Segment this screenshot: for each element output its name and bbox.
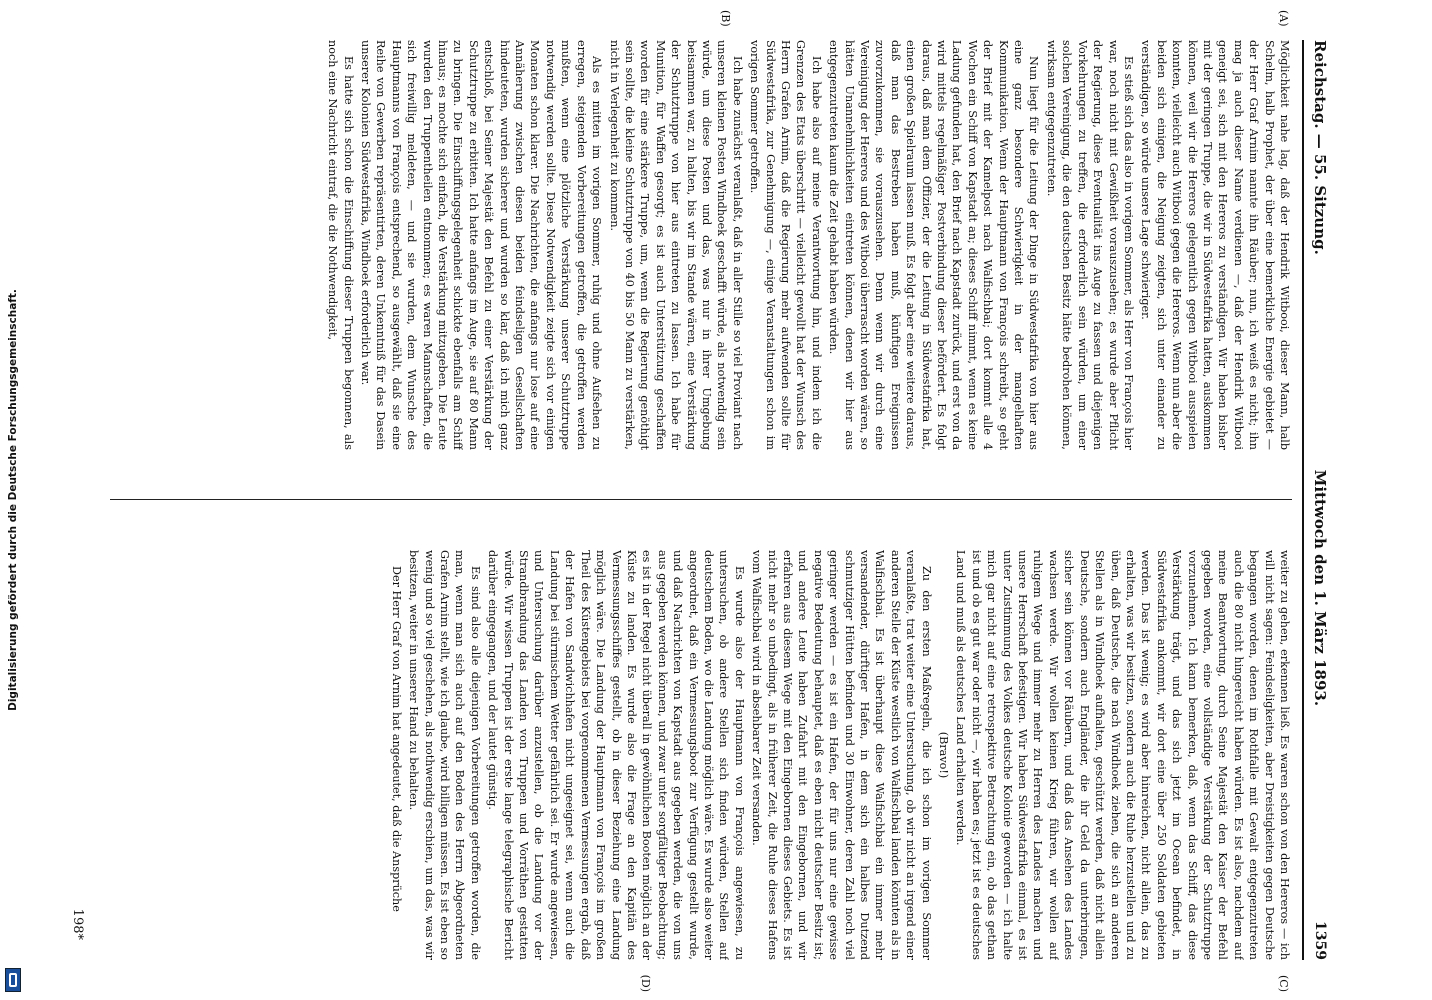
paragraph: Es sind also alle diejenigen Vorbereitungen getroffen worden, die man, wenn man sich auch auf den Boden des Herrn Abgeordneten Grafen Arnim stellt, wie ich glaube, wird billigen müssen. Es ist eben so wenig und so viel geschehen, als nothwendig erschien, um das, was wir besitzen, weiter in unserer Hand zu behalten.: [407, 550, 482, 960]
paragraph: Ich habe also auf meine Verantwortung hin, und indem ich die Grenzen des Etats überschritt — vielleicht gewollt hat der Wunsch des Herrn Grafen Arnim, daß die Regierung mehr aufwenden sollte für Südwestafrika, zur Genehmigung —, einige Veranstaltungen schon im vorigen Sommer getroffen.: [748, 40, 823, 450]
paragraph: Der Herr Graf von Arnim hat angedeutet, daß die Ansprüche: [389, 566, 403, 912]
applause-note: (Bravo!): [937, 731, 951, 779]
page-header: [1302, 40, 1336, 960]
paragraph: Zu den ersten Maßregeln, die ich schon im vorigen Sommer veranlaßte, trat weiter eine Untersuchung, ob wir nicht an irgend einer anderen Stelle der Küste westlich von Walfischbai landen könnten als in Walfischbai. Es ist überhaupt diese Walfischbai ein immer mehr versandender, dürftiger Hafen, in dem sich ein halbes Dutzend schmutziger Hütten befinden und 30 Einwohner, deren Zahl noch viel geringer werden — es ist ein Hafen, der für uns nur eine gewisse negative Bedeutung behauptet, daß es eben nicht deutscher Besitz ist; und andere Leute haben Zufahrt mit den Eingebornen, und wir erfahren aus diesem Wege mit den Eingebornen dieses Gebiets. Es ist nicht mehr so unbedingt, als in früherer Zeit, die Ruhe dieses Hafens vom Walfischbai wird in absehbarer Zeit versanden.: [750, 550, 933, 960]
paragraph: Ich habe zunächst veranlaßt, daß in aller Stille so viel Proviant nach unseren kleinen Posten Windhoek geschafft würde, als notwendig sein würde, um diese Posten und das, was nur in ihrer Umgebung beisammen war, zu halten, bis wir im Stande wären, eine Verstärkung der Schutztruppe von hier aus eintreten zu lassen. Ich habe für Munition, für Waffen gesorgt; es ist auch Unterstützung geschaffen worden für eine stärkere Truppe, um, wenn die Regierung genöthigt sein sollte, die kleine Schutztruppe von 40 bis 50 Mann zu verstärken, nicht in Verlegenheit zu kommen.: [607, 40, 744, 450]
margin-marker-d: (D): [639, 974, 652, 992]
digitization-footer: [0, 0, 26, 1000]
page-number: 1359: [1312, 921, 1328, 960]
right-text-column: [110, 550, 1292, 960]
margin-marker-c: (C): [1277, 975, 1290, 992]
column-divider: [110, 499, 1292, 500]
dfg-logo-icon: [5, 968, 21, 992]
paragraph: Nun liegt für die Leitung der Dinge in Südwestafrika von hier aus eine ganz besondere Schwierigkeit in der mangelhaften Kommunikation. Wenn der Hauptmann von François schreibt, so geht der Brief mit der Kamelpost nach Walfischbai; dort kommt alle 4 Wochen ein Schiff von Kapstadt an; dieses Schiff nimmt, wenn es keine Ladung gefunden hat, den Brief nach Kapstadt zurück, und erst von da wird mittels regelmäßiger Postverbindung dieser befördert. Es folgt daraus, daß man dem Offizier, der die Leitung in Südwestafrika hat, einen großen Spielraum lassen muß. Es folgt aber eine weitere daraus, daß man das Bestreben haben muß, künftigen Ereignissen zuvorzukommen, sie vorauszusehen. Denn wenn wir durch eine Vereinigung der Hereros und des Witbooi überrascht worden wären, so hätten Unannehmlichkeiten eintreten können, denen wir hier aus entgegenzutreten kaum die Zeit gehabt haben würden.: [827, 40, 1041, 450]
paragraph: Es hatte sich schon die Einschiffung dieser Truppen begonnen, als noch eine Nachricht eintraf, die die Nothwendigkeit,: [326, 40, 355, 450]
sheet-signature: 198*: [70, 908, 85, 940]
digitization-credit: Digitalisierung gefördert durch die Deutsche Forschungsgemeinschaft.: [7, 289, 19, 711]
paragraph: Als es mitten im vorigen Sommer, ruhig und ohne Aufsehen zu erregen, steigenden Vorbereitungen getroffen, die getroffen werden mußten, wenn eine plötzliche Verstärkung unserer Schutztruppe notwendig werden sollte. Diese Notwendigkeit zeigte sich vor einigen Monaten schon klarer. Die Nachrichten, die anfangs nur lose auf eine Annäherung zwischen diesen beiden feindseligen Gesellschaften hindeuteten, wurden sicherer und wurden so klar, daß ich mich ganz entschloß, bei Seiner Majestät den Befehl zu einer Verstärkung der Schutztruppe zu erbitten. Ich hatte anfangs im Auge, sie auf 80 Mann zu bringen. Die Einschiffungsgelegenheit schickte ebenfalls am Schiff hinaus; es mochte sich einfach, die Verstärkung mitzugeben. Die Leute wurden den Truppentheilen entnommen; es waren Mannschaften, die sich freiwillig meldeten, — und sie wurden, dem Wunsche des Hauptmanns von François entsprechend, so ausgewählt, daß sie eine Reihe von Gewerben repräsentirten, deren Unkenntniß für das Dasein unserer Kolonien Südwestafrika, Windhoek erforderlich war.: [359, 40, 604, 450]
paragraph: weiter zu gehen, erkennen ließ. Es waren schon von den Hereros — ich will nicht sagen: Feindseligkeiten, aber Dreistigkeiten gegen Deutsche begangen worden, denen im Rothfalle mit Gewalt entgegenzutreten auch die 80 nicht hingereicht haben würden. Es ist also, nachdem auf meine Beantwortung, durch Seine Majestät den Kaiser der Befehl gegeben worden, eine vollständige Verstärkung der Schutztruppe vorzunehmen. Ich kann bemerken, daß, wenn das Schiff, das diese Verstärkung trägt, und das sich jetzt im Ocean befindet, in Südwestafrika ankommt, wir dort eine über 250 Soldaten gebieten werden. Das ist wenig; es wird aber hinreichen, nicht allein, das zu erhalten, was wir besitzen, sondern auch die Ruhe herzustellen und zu üben, daß Deutsche, die nach Windhoek ziehen, die sich an anderen Stellen als in Windhoek aufhalten, geschützt werden, daß nicht allein Deutsche, sondern auch Engländer, die ihr Geld da unterbringen, sicher sein können vor Räubern, und daß das Ansehen des Landes wachsen werde. Wir wollen keinen Krieg führen, wir wollen auf ruhigem Wege und immer mehr zu Herren des Landes machen und unsere Herrschaft befestigen. Wir haben Südwestafrika einmal, es ist unter Zustimmung des Volkes deutsche Kolonie geworden — ich halte mich gar nicht auf eine retrospektive Betrachtung ein, ob das gethan ist und ob es gut war oder nicht —, wir haben es; jetzt ist es deutsches Land und muß als deutsches Land erhalten werden.: [954, 550, 1291, 960]
header-left-title: Reichstag. — 55. Sitzung.: [1311, 40, 1329, 255]
header-right-title: Mittwoch den 1. März 1893.: [1311, 469, 1329, 707]
paragraph: Möglichkeit nahe lag, daß der Hendrik Witbooi, dieser Mann, halb Schelm, halb Prophet, der über eine bemerkliche Energie gebietet — der Herr Graf Arnim nannte ihn Räuber; nun, ich weiß es nicht; ihn mag ja auch dieser Name verdienen —, daß der Hendrik Witbooi geneigt sei, sich mit den Hereros zu verständigen. Wir haben bisher mit der geringen Truppe, die wir in Südwestafrika hatten, auskommen können, weil wir die Hereros gelegentlich gegen Witbooi ausspielen konnten, vielleicht auch Witbooi gegen die Hereros. Wenn nun aber die beiden sich einigen, die Neigung zeigten, sich unter einander zu verständigen, so würde unsere Lage schwieriger.: [1139, 40, 1291, 450]
margin-marker-b: (B): [719, 10, 732, 27]
left-text-column: [110, 40, 1292, 450]
paragraph: Es stieß sich das also in vorigem Sommer, als Herr von François hier war, noch nicht mit Gewißheit vorauszusehen; es wurde aber Pflicht der Regierung, diese Eventualität ins Auge zu fassen und diejenigen Vorkehrungen zu treffen, die erforderlich sein würden, um einer solchen Vereinigung, die den deutschen Besitz hätte bedrohen können, wirksam entgegenzutreten.: [1044, 40, 1135, 450]
paragraph: Es wurde also der Hauptmann von François angewiesen, zu untersuchen, ob andere Stellen sich finden würden, Stellen auf deutschem Boden, wo die Landung möglich wäre. Es wurde also weiter angeordnet, daß ein Vermessungsboot zur Verfügung gestellt wurde, und daß Nachrichten von Kapstadt aus gegeben werden, die von uns aus gegeben werden können, und zwar unter sorgfältiger Beobachtung; es ist in der Regel nicht überall in gewöhnlichen Booten möglich an der Küste zu landen. Es wurde also die Frage an den Kapitän des Vermessungsschiffes gestellt, ob in dieser Beziehung eine Landung möglich wäre. Die Landung der Hauptmann von François im großen Theil des Küstengebiets bei vorgenommenen Vermessungen ergab, daß der Hafen von Sandwichhafen nicht ungeeignet sei, wenn auch die Landung bei stürmischem Wetter gefährlich sei. Er wurde angewiesen, und Untersuchung darüber anzustellen, ob die Landung vor der Strandbrandung das Landen von Truppen und Vorräthen gestatten würde. Wir wissen Truppen ist der erste lange telegraphische Bericht darüber eingegangen, und der lautet günstig.: [486, 550, 746, 960]
margin-marker-a: (A): [1277, 10, 1290, 27]
